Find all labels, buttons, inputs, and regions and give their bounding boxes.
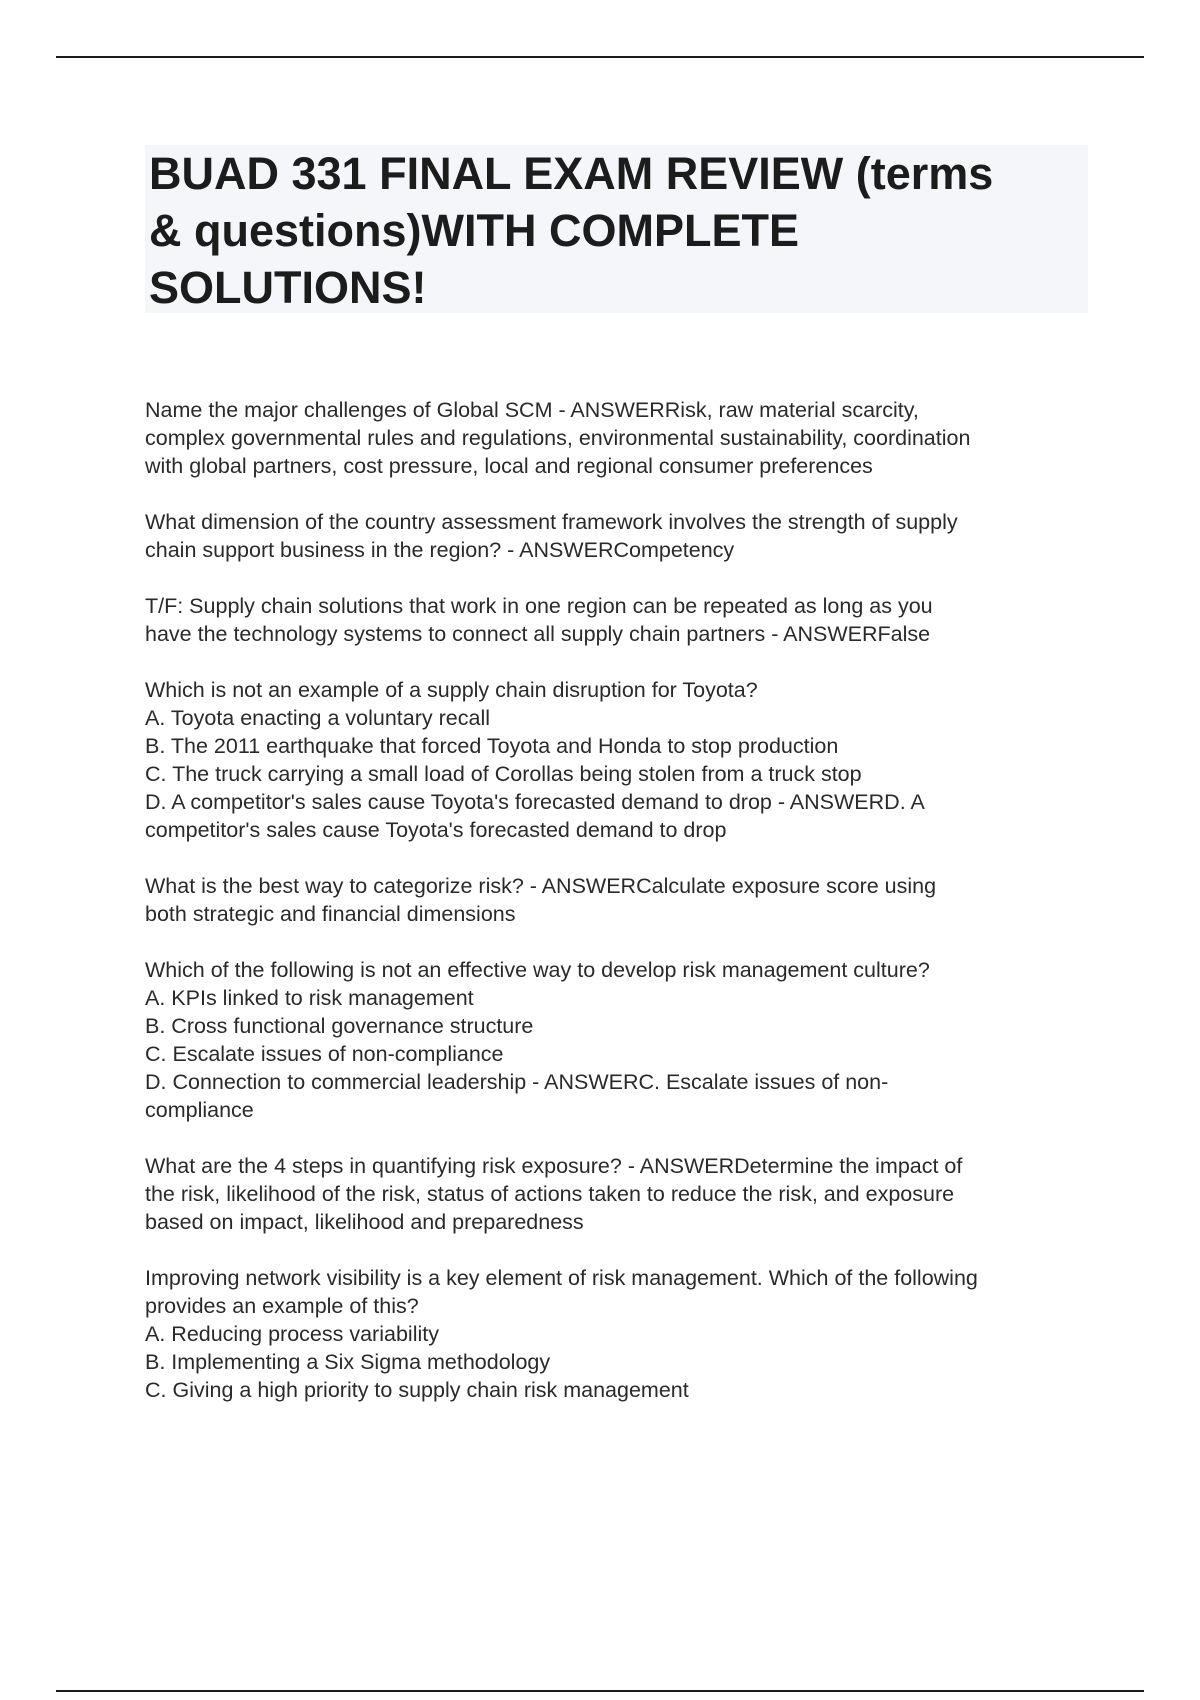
qa-item: [145, 1264, 1095, 1404]
qa-line: What dimension of the country assessment framework involves the strength of supply: [145, 510, 958, 534]
bottom-rule: [56, 1690, 1144, 1692]
qa-item: [145, 956, 1095, 1124]
qa-line: Which is not an example of a supply chain disruption for Toyota?: [145, 678, 758, 702]
qa-line: chain support business in the region? - ANSWERCompetency: [145, 538, 735, 562]
qa-item: [145, 872, 1095, 928]
qa-item: [145, 396, 1095, 480]
qa-line: both strategic and financial dimensions: [145, 902, 516, 926]
qa-item: [145, 1152, 1095, 1236]
qa-line: the risk, likelihood of the risk, status of actions taken to reduce the risk, and exposure: [145, 1182, 955, 1206]
qa-line: Improving network visibility is a key element of risk management. Which of the following: [145, 1266, 978, 1290]
qa-item: [145, 676, 1095, 844]
qa-line: C. The truck carrying a small load of Corollas being stolen from a truck stop: [145, 762, 862, 786]
qa-list: [145, 396, 1095, 1432]
qa-line: B. Implementing a Six Sigma methodology: [145, 1350, 551, 1374]
qa-line: A. Toyota enacting a voluntary recall: [145, 706, 490, 730]
title-line: & questions)WITH COMPLETE: [149, 205, 799, 256]
title-line: BUAD 331 FINAL EXAM REVIEW (terms: [149, 148, 994, 199]
title-block: [145, 145, 1088, 313]
qa-line: A. Reducing process variability: [145, 1322, 439, 1346]
qa-line: What are the 4 steps in quantifying risk exposure? - ANSWERDetermine the impact of: [145, 1154, 963, 1178]
qa-line: What is the best way to categorize risk? - ANSWERCalculate exposure score using: [145, 874, 937, 898]
document-title: [149, 145, 1084, 316]
qa-line: Name the major challenges of Global SCM - ANSWERRisk, raw material scarcity,: [145, 398, 919, 422]
qa-line: with global partners, cost pressure, local and regional consumer preferences: [145, 454, 873, 478]
top-rule: [56, 56, 1144, 58]
qa-line: complex governmental rules and regulations, environmental sustainability, coordination: [145, 426, 971, 450]
qa-line: have the technology systems to connect all supply chain partners - ANSWERFalse: [145, 622, 931, 646]
qa-line: C. Escalate issues of non-compliance: [145, 1042, 504, 1066]
qa-item: [145, 592, 1095, 648]
qa-line: based on impact, likelihood and preparedness: [145, 1210, 584, 1234]
qa-line: competitor's sales cause Toyota's forecasted demand to drop: [145, 818, 727, 842]
qa-line: compliance: [145, 1098, 254, 1122]
qa-line: D. A competitor's sales cause Toyota's forecasted demand to drop - ANSWERD. A: [145, 790, 925, 814]
qa-line: A. KPIs linked to risk management: [145, 986, 474, 1010]
qa-line: D. Connection to commercial leadership - ANSWERC. Escalate issues of non-: [145, 1070, 889, 1094]
title-line: SOLUTIONS!: [149, 262, 427, 313]
qa-line: provides an example of this?: [145, 1294, 419, 1318]
qa-item: [145, 508, 1095, 564]
qa-line: C. Giving a high priority to supply chain risk management: [145, 1378, 689, 1402]
qa-line: Which of the following is not an effective way to develop risk management culture?: [145, 958, 930, 982]
qa-line: B. The 2011 earthquake that forced Toyota and Honda to stop production: [145, 734, 839, 758]
qa-line: T/F: Supply chain solutions that work in one region can be repeated as long as you: [145, 594, 933, 618]
qa-line: B. Cross functional governance structure: [145, 1014, 534, 1038]
